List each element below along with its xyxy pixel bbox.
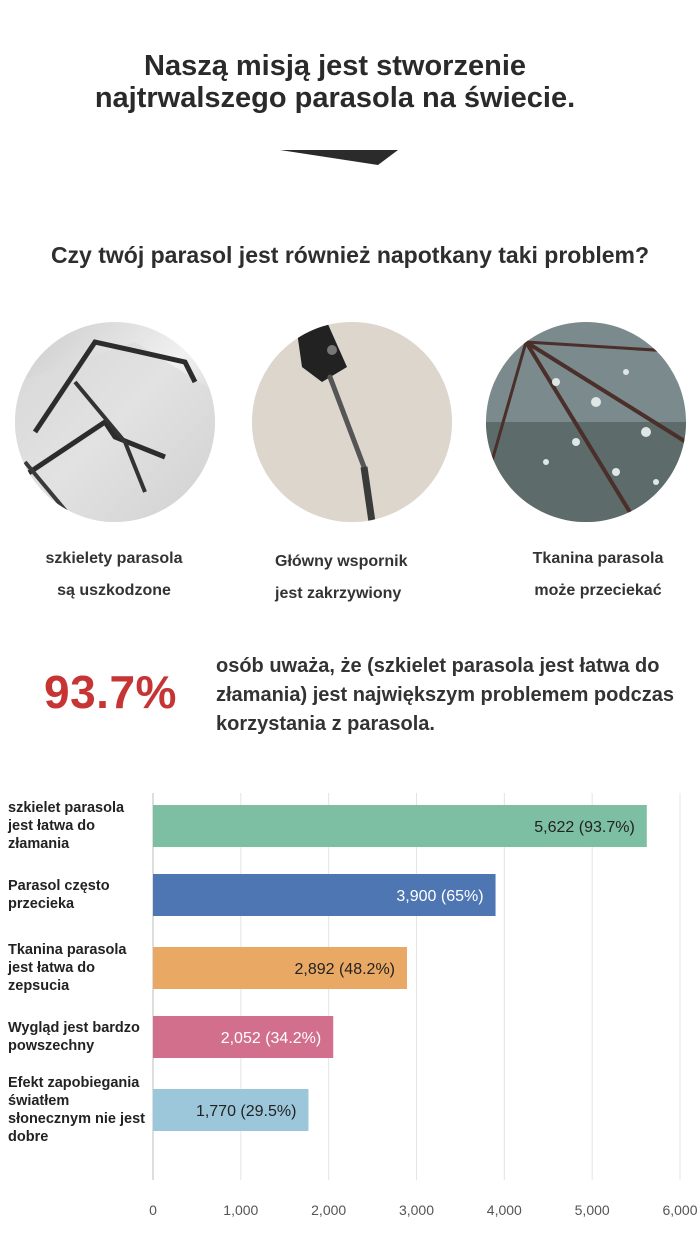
- category-label: Wygląd jest bardzo powszechny: [8, 1020, 140, 1054]
- bar-value-label: 2,052 (34.2%): [220, 1030, 322, 1047]
- caption-broken-frame: [34, 543, 194, 607]
- bar-value-label: 5,622 (93.7%): [534, 819, 635, 836]
- category-label: Tkanina parasola jest łatwa do zepsucia: [8, 942, 127, 994]
- caption-line: Tkanina parasola: [532, 550, 664, 567]
- survey-bar-chart: [0, 775, 700, 1240]
- x-tick-label: 2,000: [311, 1202, 347, 1218]
- bar-value-label: 1,770 (29.5%): [195, 1103, 297, 1120]
- caption-bent-shaft: [275, 546, 435, 610]
- x-tick-label: 6,000: [662, 1202, 698, 1218]
- bent-shaft-photo: [252, 322, 452, 522]
- caption-line: może przeciekać: [534, 582, 662, 599]
- stat-text: osób uważa, że (szkielet parasola jest łatwa do złamania) jest największym problemem podczas korzystania z parasola.: [216, 655, 674, 735]
- leaking-fabric-photo: [486, 322, 686, 522]
- caption-line: jest zakrzywiony: [275, 585, 402, 602]
- x-tick-label: 4,000: [486, 1202, 522, 1218]
- x-tick-label: 3,000: [398, 1202, 435, 1218]
- x-tick-label: 0: [149, 1202, 157, 1218]
- caption-line: szkielety parasola: [45, 550, 183, 567]
- bar-value-label: 3,900 (65%): [396, 888, 484, 905]
- caption-line: są uszkodzone: [57, 582, 171, 599]
- caption-line: Główny wspornik: [275, 553, 408, 570]
- divider-wedge: [280, 150, 400, 166]
- x-tick-label: 5,000: [574, 1202, 610, 1218]
- mission-line-2: najtrwalszego parasola na świecie.: [94, 82, 576, 114]
- broken-frame-photo: [15, 322, 215, 522]
- category-label: Parasol często przecieka: [8, 878, 110, 912]
- category-label: szkielet parasola jest łatwa do złamania: [8, 800, 125, 852]
- question-heading: Czy twój parasol jest również napotkany taki problem?: [50, 242, 650, 268]
- bar-value-label: 2,892 (48.2%): [294, 961, 396, 978]
- mission-line-1: Naszą misją jest stworzenie: [144, 50, 526, 82]
- stat-percent: 93.7%: [44, 666, 177, 718]
- category-label: Efekt zapobiegania światłem słonecznym nie jest dobre: [8, 1075, 145, 1145]
- caption-leaking-fabric: [518, 543, 678, 607]
- x-tick-label: 1,000: [223, 1202, 259, 1218]
- mission-heading: [0, 50, 670, 114]
